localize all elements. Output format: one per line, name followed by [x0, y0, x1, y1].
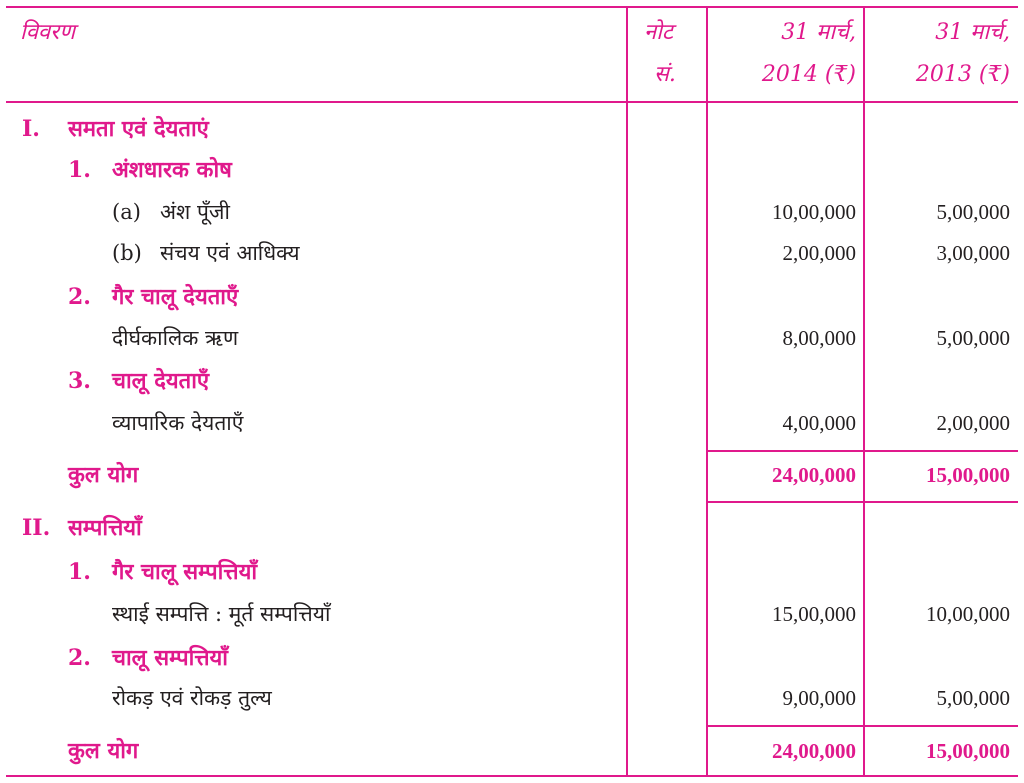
header-2013-line1: 31 मार्च,	[935, 20, 1010, 45]
section2-total-2014: 24,00,000	[772, 739, 856, 763]
section1-title: समता एवं देयताएं	[68, 116, 209, 142]
header-2013-line2: 2013 (₹)	[915, 62, 1010, 87]
section2-title: सम्पत्तियाँ	[68, 515, 142, 541]
item-trade-payables-2014: 4,00,000	[782, 411, 856, 435]
section1-group1-number: 1.	[68, 157, 91, 183]
item-cash-label: रोकड़ एवं रोकड़ तुल्य	[112, 686, 272, 710]
section2-group1-number: 1.	[68, 559, 91, 585]
header-bottom-rule	[6, 101, 1018, 103]
total1-top-rule	[706, 450, 1018, 452]
total2-top-rule	[706, 725, 1018, 727]
section2-total-2013: 15,00,000	[926, 739, 1010, 763]
item-cash-2013: 5,00,000	[936, 686, 1010, 710]
section2-numeral: II.	[22, 515, 51, 541]
item-fixed-assets-label: स्थाई सम्पत्ति : मूर्त सम्पत्तियाँ	[112, 602, 331, 626]
item-reserves-label: संचय एवं आधिक्य	[160, 241, 300, 265]
header-2014-line2: 2014 (₹)	[761, 62, 856, 87]
table-top-rule	[6, 6, 1018, 8]
section1-numeral: I.	[22, 116, 40, 142]
section2-group1-title: गैर चालू सम्पत्तियाँ	[112, 559, 258, 585]
section2-total-label: कुल योग	[68, 738, 139, 764]
item-fixed-assets-2013: 10,00,000	[926, 602, 1010, 626]
item-fixed-assets-2014: 15,00,000	[772, 602, 856, 626]
section1-group3-number: 3.	[68, 368, 91, 394]
item-trade-payables-2013: 2,00,000	[936, 411, 1010, 435]
item-long-term-loan-2014: 8,00,000	[782, 326, 856, 350]
table-bottom-rule	[6, 775, 1018, 777]
item-trade-payables-label: व्यापारिक देयताएँ	[112, 411, 244, 435]
section2-group2-title: चालू सम्पत्तियाँ	[112, 645, 228, 671]
item-long-term-loan-2013: 5,00,000	[936, 326, 1010, 350]
header-2014-line1: 31 मार्च,	[781, 20, 856, 45]
column-rule-2014-right	[863, 6, 865, 777]
section1-group1-title: अंशधारक कोष	[112, 157, 232, 183]
item-long-term-loan-label: दीर्घकालिक ऋण	[112, 326, 239, 350]
item-marker-a: (a)	[112, 200, 141, 224]
section2-group2-number: 2.	[68, 645, 91, 671]
section1-group2-number: 2.	[68, 284, 91, 310]
header-note-line2: सं.	[654, 62, 676, 87]
item-reserves-2014: 2,00,000	[782, 241, 856, 265]
item-share-capital-2013: 5,00,000	[936, 200, 1010, 224]
section1-total-2013: 15,00,000	[926, 463, 1010, 487]
item-reserves-2013: 3,00,000	[936, 241, 1010, 265]
item-share-capital-label: अंश पूँजी	[160, 200, 230, 224]
section1-group3-title: चालू देयताएँ	[112, 368, 210, 394]
item-share-capital-2014: 10,00,000	[772, 200, 856, 224]
section1-total-2014: 24,00,000	[772, 463, 856, 487]
item-marker-b: (b)	[112, 241, 142, 265]
total1-bottom-rule	[706, 501, 1018, 503]
column-rule-note-right	[706, 6, 708, 777]
section1-total-label: कुल योग	[68, 462, 139, 488]
section1-group2-title: गैर चालू देयताएँ	[112, 284, 239, 310]
header-note-line1: नोट	[644, 20, 673, 45]
header-particulars: विवरण	[20, 20, 76, 45]
column-rule-note-left	[626, 6, 628, 777]
item-cash-2014: 9,00,000	[782, 686, 856, 710]
